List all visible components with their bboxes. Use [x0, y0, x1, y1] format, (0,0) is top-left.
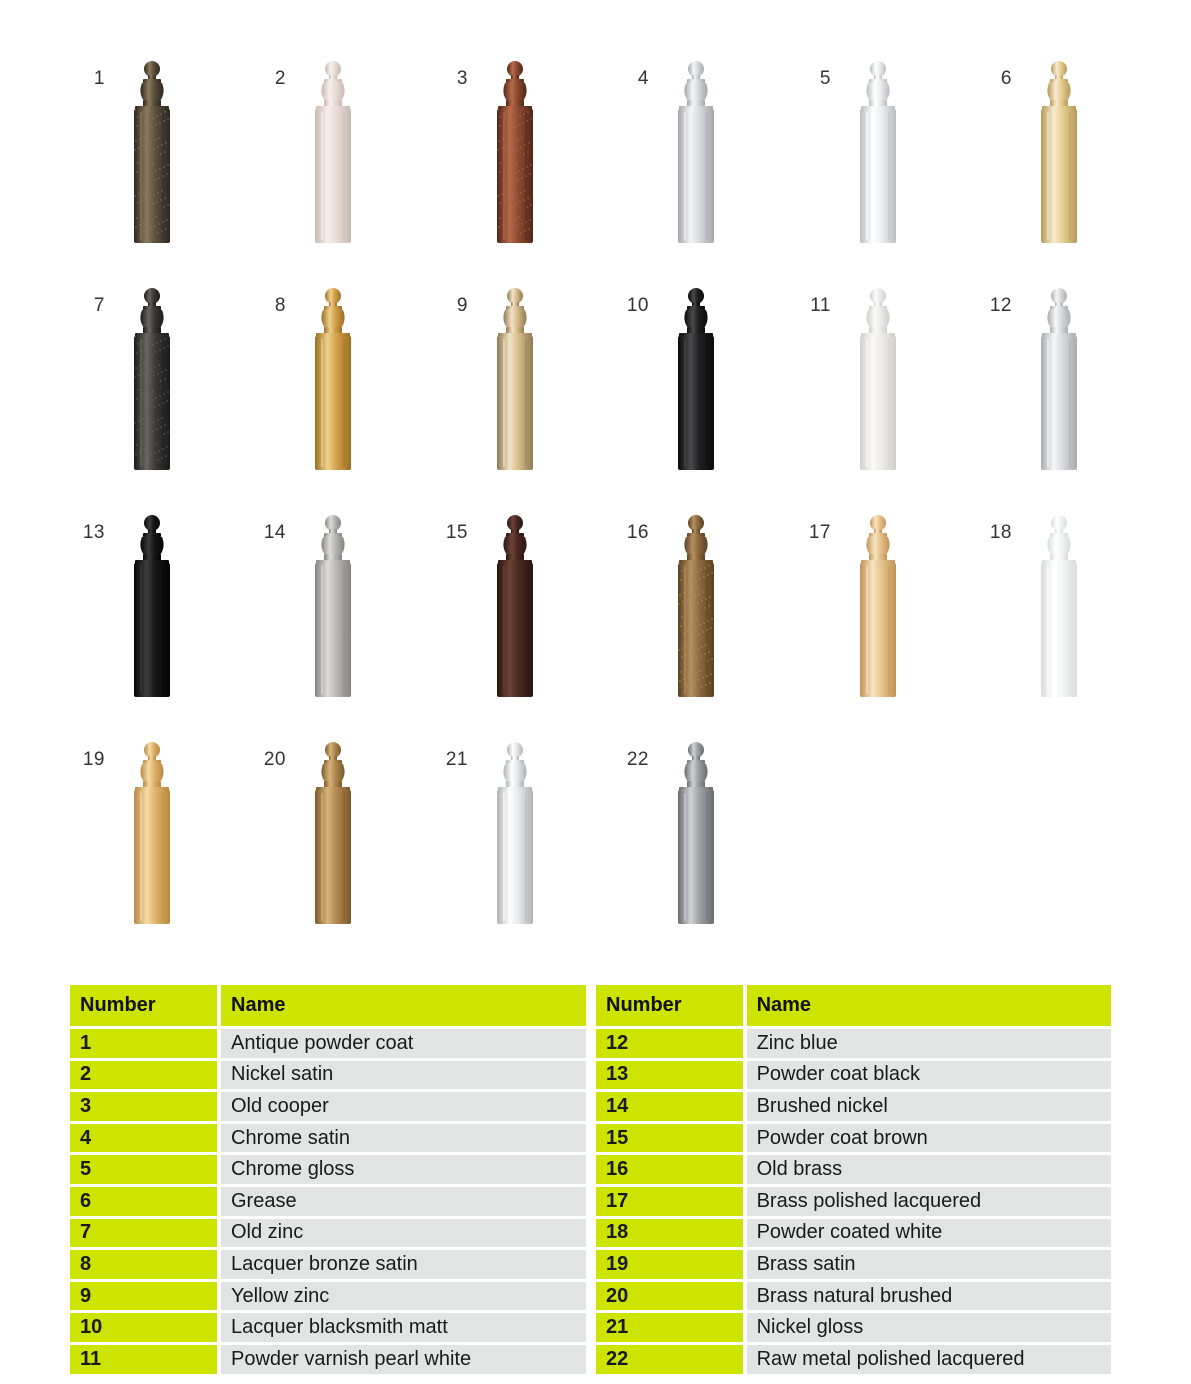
- table-row: [70, 1282, 586, 1311]
- swatch-number: 1: [93, 68, 105, 89]
- finish-swatch: [599, 287, 781, 487]
- swatch-number: 2: [274, 68, 286, 89]
- finial-image: [485, 514, 545, 698]
- finish-swatch: [236, 514, 418, 714]
- finish-name-cell: Raw metal polished lacquered: [743, 1345, 1111, 1374]
- table-row: [70, 1313, 586, 1342]
- finial-image: [848, 60, 908, 244]
- finish-name-cell: Lacquer blacksmith matt: [217, 1313, 586, 1342]
- finish-swatch: [236, 60, 418, 260]
- finish-swatch: [236, 287, 418, 487]
- finial-image: [122, 741, 182, 925]
- finish-table-left: [70, 982, 586, 1377]
- finish-swatch: [599, 514, 781, 714]
- finish-name-cell: Old brass: [743, 1155, 1111, 1184]
- finial-image: [848, 514, 908, 698]
- table-header-row: [70, 985, 586, 1026]
- finish-number-cell: 21: [596, 1313, 743, 1342]
- finish-swatch: [781, 514, 963, 714]
- swatch-number: 5: [819, 68, 831, 89]
- swatch-number: 19: [82, 749, 105, 770]
- swatch-number: 18: [989, 522, 1012, 543]
- finish-name-cell: Powder coat brown: [743, 1124, 1111, 1153]
- finish-swatch: [55, 287, 237, 487]
- finish-swatch: [55, 60, 237, 260]
- header-number: Number: [70, 985, 217, 1026]
- finial-image: [666, 287, 726, 471]
- finish-number-cell: 16: [596, 1155, 743, 1184]
- swatch-number: 22: [626, 749, 649, 770]
- finish-number-cell: 6: [70, 1187, 217, 1216]
- finial-image: [122, 514, 182, 698]
- finial-image: [1029, 287, 1089, 471]
- finial-image: [1029, 60, 1089, 244]
- finish-number-cell: 9: [70, 1282, 217, 1311]
- swatch-number: 17: [808, 522, 831, 543]
- finish-tables: [70, 985, 1111, 1380]
- swatch-number: 14: [263, 522, 286, 543]
- swatch-number: 9: [456, 295, 468, 316]
- finish-swatch: [781, 287, 963, 487]
- header-name: Name: [743, 985, 1111, 1026]
- finial-image: [303, 60, 363, 244]
- finish-name-cell: Zinc blue: [743, 1029, 1111, 1058]
- finish-swatch: [962, 287, 1144, 487]
- finish-swatch: [962, 60, 1144, 260]
- finish-number-cell: 11: [70, 1345, 217, 1374]
- swatch-number: 7: [93, 295, 105, 316]
- finish-name-cell: Antique powder coat: [217, 1029, 586, 1058]
- finish-number-cell: 15: [596, 1124, 743, 1153]
- table-header-row: [596, 985, 1111, 1026]
- finial-image: [666, 60, 726, 244]
- finish-number-cell: 20: [596, 1282, 743, 1311]
- finish-name-cell: Nickel gloss: [743, 1313, 1111, 1342]
- table-row: [596, 1187, 1111, 1216]
- swatch-number: 15: [445, 522, 468, 543]
- swatch-number: 16: [626, 522, 649, 543]
- table-row: [596, 1219, 1111, 1248]
- finish-swatch: [962, 514, 1144, 714]
- finish-swatch: [418, 514, 600, 714]
- finish-name-cell: Brass polished lacquered: [743, 1187, 1111, 1216]
- table-row: [70, 1092, 586, 1121]
- finish-number-cell: 17: [596, 1187, 743, 1216]
- finial-image: [1029, 514, 1089, 698]
- finish-swatch: [599, 60, 781, 260]
- table-row: [596, 1282, 1111, 1311]
- finial-image: [485, 287, 545, 471]
- finish-name-cell: Powder varnish pearl white: [217, 1345, 586, 1374]
- swatch-number: 20: [263, 749, 286, 770]
- finial-image: [848, 287, 908, 471]
- finial-image: [122, 287, 182, 471]
- table-row: [596, 1345, 1111, 1374]
- table-row: [596, 1029, 1111, 1058]
- finish-name-cell: Nickel satin: [217, 1061, 586, 1090]
- finish-swatch: [55, 514, 237, 714]
- table-row: [70, 1219, 586, 1248]
- finial-image: [485, 741, 545, 925]
- finish-name-cell: Old cooper: [217, 1092, 586, 1121]
- finish-number-cell: 5: [70, 1155, 217, 1184]
- finial-image: [485, 60, 545, 244]
- swatch-number: 6: [1000, 68, 1012, 89]
- header-number: Number: [596, 985, 743, 1026]
- table-row: [70, 1155, 586, 1184]
- finish-swatch: [55, 741, 237, 941]
- finish-name-cell: Grease: [217, 1187, 586, 1216]
- finish-name-cell: Powder coated white: [743, 1219, 1111, 1248]
- swatch-number: 13: [82, 522, 105, 543]
- table-row: [70, 1187, 586, 1216]
- finish-number-cell: 10: [70, 1313, 217, 1342]
- finish-number-cell: 7: [70, 1219, 217, 1248]
- swatch-number: 8: [274, 295, 286, 316]
- finish-number-cell: 2: [70, 1061, 217, 1090]
- finish-swatch: [418, 60, 600, 260]
- finish-number-cell: 12: [596, 1029, 743, 1058]
- swatch-number: 4: [637, 68, 649, 89]
- swatch-number: 11: [810, 295, 831, 316]
- finish-swatch: [418, 287, 600, 487]
- swatch-number: 12: [989, 295, 1012, 316]
- finish-swatch: [418, 741, 600, 941]
- header-name: Name: [217, 985, 586, 1026]
- finish-number-cell: 3: [70, 1092, 217, 1121]
- swatch-number: 3: [456, 68, 468, 89]
- table-row: [70, 1345, 586, 1374]
- finish-number-cell: 13: [596, 1061, 743, 1090]
- finish-number-cell: 8: [70, 1250, 217, 1279]
- finish-table-right: [596, 982, 1111, 1377]
- finish-name-cell: Chrome satin: [217, 1124, 586, 1153]
- finish-number-cell: 19: [596, 1250, 743, 1279]
- finial-image: [666, 741, 726, 925]
- finish-number-cell: 1: [70, 1029, 217, 1058]
- swatch-number: 21: [445, 749, 468, 770]
- table-row: [596, 1124, 1111, 1153]
- table-row: [596, 1313, 1111, 1342]
- finish-swatch: [599, 741, 781, 941]
- table-row: [596, 1092, 1111, 1121]
- finish-name-cell: Brass satin: [743, 1250, 1111, 1279]
- finish-name-cell: Yellow zinc: [217, 1282, 586, 1311]
- finial-image: [303, 741, 363, 925]
- table-row: [596, 1061, 1111, 1090]
- finial-image: [303, 287, 363, 471]
- finish-name-cell: Lacquer bronze satin: [217, 1250, 586, 1279]
- table-row: [70, 1250, 586, 1279]
- table-row: [596, 1155, 1111, 1184]
- finish-number-cell: 4: [70, 1124, 217, 1153]
- finish-swatch: [781, 60, 963, 260]
- finish-number-cell: 22: [596, 1345, 743, 1374]
- finish-name-cell: Chrome gloss: [217, 1155, 586, 1184]
- table-row: [596, 1250, 1111, 1279]
- finish-number-cell: 14: [596, 1092, 743, 1121]
- table-row: [70, 1124, 586, 1153]
- table-row: [70, 1061, 586, 1090]
- finish-name-cell: Brass natural brushed: [743, 1282, 1111, 1311]
- finish-name-cell: Brushed nickel: [743, 1092, 1111, 1121]
- finish-name-cell: Powder coat black: [743, 1061, 1111, 1090]
- finish-number-cell: 18: [596, 1219, 743, 1248]
- finial-image: [122, 60, 182, 244]
- finish-name-cell: Old zinc: [217, 1219, 586, 1248]
- finial-image: [303, 514, 363, 698]
- finial-image: [666, 514, 726, 698]
- table-row: [70, 1029, 586, 1058]
- finish-swatch: [236, 741, 418, 941]
- swatch-number: 10: [626, 295, 649, 316]
